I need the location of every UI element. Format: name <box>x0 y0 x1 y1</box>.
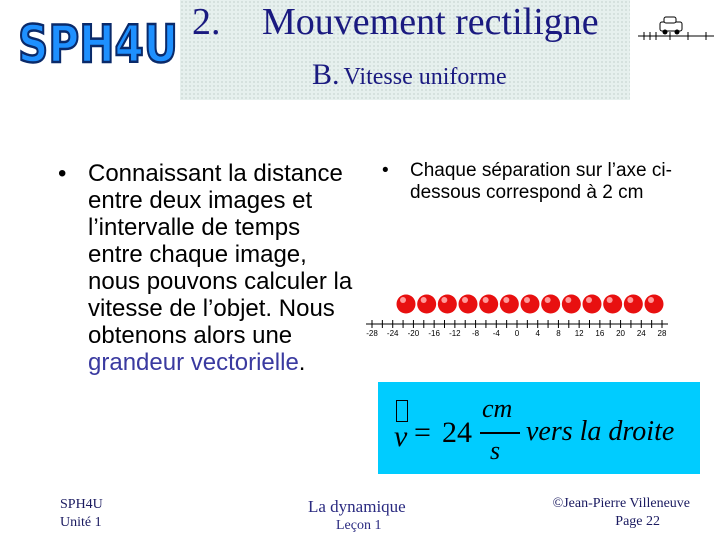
axis-tick-label: -4 <box>492 329 500 338</box>
slide-subtitle <box>312 58 507 92</box>
formula-unit-numerator: cm <box>482 394 513 423</box>
axis-tick-label: -8 <box>472 329 480 338</box>
ball-highlight <box>441 297 447 303</box>
left-bullet-point <box>58 160 358 376</box>
title-number: 2. <box>192 1 221 43</box>
axis-tick-label: 28 <box>657 329 667 338</box>
right-bullet-text: Chaque séparation sur l’axe ci-dessous correspond à 2 cm <box>410 160 672 203</box>
left-bullet-text-main: Connaissant la distance entre deux images et l’intervalle de temps entre chaque image, nous pouvons calculer la vitesse de l’objet. Nous obtenons alors une <box>88 160 353 349</box>
axis-tick-label: 24 <box>636 329 646 338</box>
ball-image <box>438 295 457 314</box>
ball-highlight <box>565 297 571 303</box>
ball-image <box>583 295 602 314</box>
car-on-number-line-icon <box>636 14 716 44</box>
axis-tick-label: -20 <box>407 329 420 338</box>
ball-image <box>541 295 560 314</box>
ball-image <box>397 295 416 314</box>
footer-lesson: Leçon 1 <box>336 518 382 533</box>
ball-image <box>603 295 622 314</box>
axis-tick-label: -28 <box>366 329 378 338</box>
footer-page-number: Page 22 <box>615 514 660 529</box>
axis-tick-label: 16 <box>595 329 605 338</box>
ball-highlight <box>400 297 406 303</box>
axis-tick-label: 0 <box>514 329 520 338</box>
ball-image <box>645 295 664 314</box>
ball-highlight <box>627 297 633 303</box>
ball-image <box>500 295 519 314</box>
ball-highlight <box>462 297 468 303</box>
ball-highlight <box>421 297 427 303</box>
footer-course-info <box>60 496 103 532</box>
left-bullet-text-end: . <box>298 349 306 376</box>
formula-value: 24 <box>442 416 472 449</box>
formula-direction: vers la droite <box>526 416 675 447</box>
ball-highlight <box>483 297 489 303</box>
formula-unit-denominator: s <box>490 436 501 465</box>
axis-tick-label: 4 <box>535 329 540 338</box>
position-axis-with-balls <box>364 288 670 346</box>
axis-tick-label: 12 <box>574 329 584 338</box>
ball-image <box>417 295 436 314</box>
axis-tick-label: -16 <box>428 329 440 338</box>
bullet-marker: • <box>58 160 67 187</box>
ball-highlight <box>503 297 509 303</box>
slide-title <box>192 0 599 44</box>
sph4u-logo <box>14 10 182 72</box>
footer-course: SPH4U <box>60 497 103 512</box>
ball-image <box>624 295 643 314</box>
ball-image <box>562 295 581 314</box>
footer-unit: Unité 1 <box>60 515 102 530</box>
right-bullet-point <box>382 160 682 204</box>
ball-highlight <box>586 297 592 303</box>
axis-tick-label: -12 <box>449 329 461 338</box>
highlight-term: grandeur vectorielle <box>88 349 299 376</box>
footer-author: ©Jean-Pierre Villeneuve <box>552 496 690 511</box>
subtitle-text: Vitesse uniforme <box>343 64 507 90</box>
footer-topic: La dynamique <box>308 497 406 516</box>
logo-text: SPH4U <box>18 15 178 72</box>
bullet-marker: • <box>382 160 389 181</box>
ball-image <box>479 295 498 314</box>
axis-tick-label: 20 <box>616 329 626 338</box>
formula-symbol: v <box>394 420 408 453</box>
axis-tick-label: -24 <box>386 329 399 338</box>
ball-highlight <box>648 297 654 303</box>
subtitle-letter: B. <box>312 58 340 91</box>
velocity-formula <box>378 382 700 474</box>
ball-highlight <box>545 297 551 303</box>
formula-equals: = <box>414 416 431 449</box>
ball-image <box>521 295 540 314</box>
left-bullet-text <box>88 160 358 376</box>
vector-arrow-placeholder-icon <box>396 400 408 422</box>
axis-tick-label: 8 <box>556 329 561 338</box>
ball-highlight <box>524 297 530 303</box>
ball-highlight <box>607 297 613 303</box>
ball-image <box>459 295 478 314</box>
title-main: Mouvement rectiligne <box>262 1 599 43</box>
fraction-bar <box>480 432 520 434</box>
